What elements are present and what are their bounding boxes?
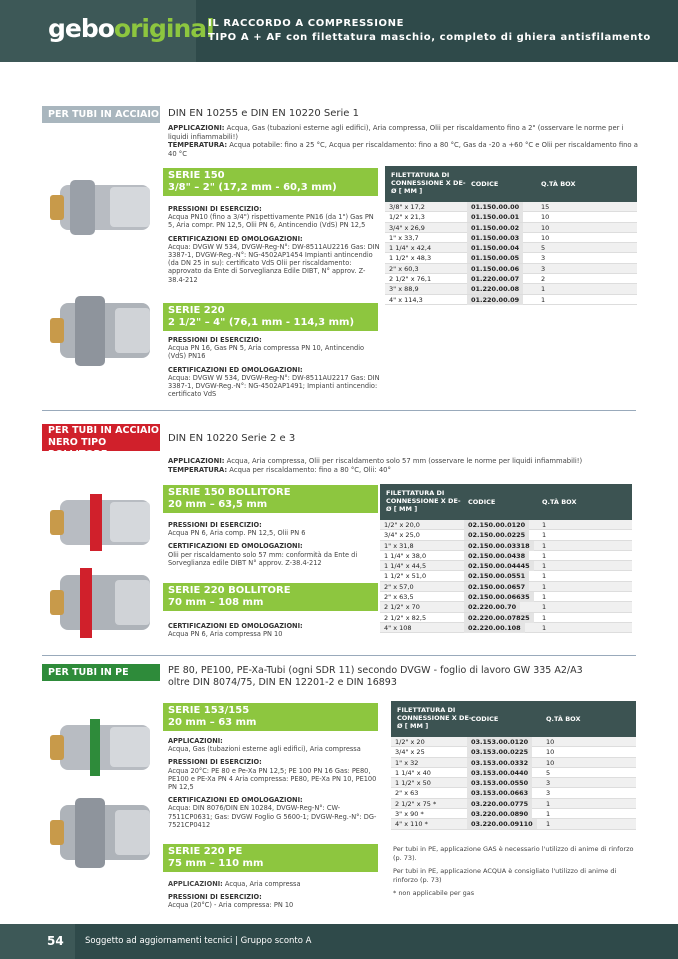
serie-name: SERIE 153/155 (168, 705, 250, 716)
table-row (380, 623, 632, 633)
fitting-image-serie220-bollitore (50, 560, 160, 650)
cell-code: 02.220.00.70 (464, 602, 520, 612)
cell-code: 01.150.00.03 (467, 233, 523, 243)
cell-qty: 1 (542, 623, 547, 632)
note-water: Per tubi in PE, applicazione ACQUA è consigliato l'utilizzo di anime di rinforzo (p. 73) (393, 867, 617, 884)
table-row (380, 602, 632, 612)
cell-code: 03.153.00.0440 (467, 768, 532, 778)
header-title-line2: TIPO A + AF con filettatura maschio, completo di ghiera antisfilamento (208, 32, 651, 43)
cell-thread: 4" x 114,3 (389, 295, 423, 304)
table-row (380, 561, 632, 571)
fitting-image-serie150-bollitore (50, 480, 160, 570)
section-applications (168, 457, 638, 474)
cell-thread: 1" x 31,8 (384, 541, 414, 550)
cell-qty: 1 (542, 551, 547, 560)
cell-thread: 1" x 33,7 (389, 233, 419, 242)
serie-name: SERIE 220 PE (168, 846, 243, 857)
apps-text: Acqua, Aria compressa (222, 880, 301, 888)
apps-label: APPLICAZIONI: (168, 457, 225, 465)
cell-thread: 3" x 90 * (395, 810, 424, 819)
cell-thread: 3/4" x 25,0 (384, 531, 420, 540)
table-row (391, 768, 636, 778)
cell-thread: 1/2" x 20,0 (384, 521, 420, 529)
cell-code: 01.150.00.04 (467, 243, 523, 253)
table-row (385, 274, 637, 284)
section-title (168, 665, 638, 689)
table-row (380, 613, 632, 623)
cell-code: 03.153.00.0332 (467, 758, 532, 768)
cell-thread: 2 1/2" x 75 * (395, 799, 437, 808)
col-header-thread: FILETTATURA DI CONNESSIONE X DE-Ø [ MM ] (397, 706, 472, 730)
product-table (380, 484, 632, 633)
table-body (385, 202, 637, 305)
apps-text: Acqua, Gas (tubazioni esterne agli edifici), Aria compressa, Olii per riscaldamento fino a 2" (osservare le norme per i liquidi infiammabili!) (168, 124, 624, 141)
pressure-text: Acqua (20°C) - Aria compressa: PN 10 (168, 901, 294, 910)
cell-qty: 10 (546, 738, 555, 746)
cell-qty: 5 (546, 768, 551, 777)
cell-code: 01.150.00.05 (467, 253, 523, 263)
cell-qty: 3 (541, 254, 546, 263)
cell-thread: 1 1/4" x 40 (395, 768, 431, 777)
cert-label: CERTIFICAZIONI ED OMOLOGAZIONI: (168, 365, 303, 374)
table-row (380, 592, 632, 602)
cell-code: 02.220.00.108 (464, 623, 525, 633)
cell-qty: 15 (541, 203, 550, 211)
table-row (385, 223, 637, 233)
footer-text: Soggetto ad aggiornamenti tecnici | Gruppo sconto A (85, 936, 312, 946)
cell-thread: 1 1/2" x 48,3 (389, 254, 432, 263)
cell-qty: 1 (546, 799, 551, 808)
cell-thread: 2 1/2" x 76,1 (389, 275, 432, 284)
col-header-qty: Q.TÀ BOX (541, 180, 576, 188)
table-row (385, 264, 637, 274)
section-divider (42, 410, 636, 411)
gebo-logo (48, 14, 214, 43)
table-row (385, 202, 637, 212)
cell-code: 02.150.00.0120 (464, 520, 529, 530)
serie-details (168, 521, 380, 567)
section-applications (168, 124, 638, 158)
cert-label: CERTIFICAZIONI ED OMOLOGAZIONI: (168, 796, 303, 805)
title-line2: oltre DIN 8074/75, DIN EN 12201-2 e DIN 16893 (168, 677, 397, 688)
cert-text: Olii per riscaldamento solo 57 mm: conformità da Ente di Sorveglianza edile DIBT N° approv. Z-38.4-212 (168, 550, 358, 567)
cell-qty: 1 (542, 582, 547, 591)
cell-thread: 2 1/2" x 82,5 (384, 613, 427, 622)
cell-thread: 1 1/4" x 38,0 (384, 551, 427, 560)
cell-thread: 2 1/2" x 70 (384, 603, 420, 612)
table-header (380, 484, 632, 520)
cell-code: 01.220.00.09 (467, 295, 523, 305)
cell-qty: 1 (542, 572, 547, 581)
cell-code: 03.153.00.0663 (467, 788, 532, 798)
pressure-label: PRESSIONI DI ESERCIZIO: (168, 893, 262, 902)
cert-text: Acqua: DVGW W 534, DVGW-Reg-N°: DW-8511AU2216 Gas: DIN 3387-1, DVGW-Reg.-N°: NG-4502AP1454 Impianti antincendio (da DN 25 in su): certificato VdS Olii per riscaldamento: approvato da Ente di Sorveglianza Edile DIBT, N° approv. Z-38.4-212 (168, 242, 380, 284)
cell-thread: 2" x 60,3 (389, 264, 419, 273)
cell-code: 02.150.00.0438 (464, 551, 529, 561)
cell-thread: 4" x 108 (384, 623, 412, 632)
table-row (391, 809, 636, 819)
cell-thread: 1 1/4" x 42,4 (389, 244, 432, 253)
temp-text: Acqua per riscaldamento: fino a 80 °C, Olii: 40° (227, 465, 391, 474)
cell-qty: 1 (542, 521, 547, 529)
col-header-code: CODICE (468, 498, 496, 506)
serie-bar (163, 583, 378, 611)
cell-qty: 1 (542, 613, 547, 622)
page-number: 54 (0, 924, 75, 959)
cell-thread: 3/8" x 17,2 (389, 203, 425, 211)
cell-qty: 10 (541, 223, 550, 232)
serie-dims: 75 mm – 110 mm (168, 858, 264, 869)
cell-qty: 3 (541, 264, 546, 273)
cert-text: Acqua: DIN 8076/DIN EN 10284, DVGW-Reg-N°: CW-7511CP0631; Gas: DVGW Foglio G 5600-1; DVGW-Reg.-N°: DG-7521CP0412 (168, 804, 377, 829)
pressure-text: Acqua PN10 (fino a 3/4") rispettivamente PN16 (da 1") Gas PN 5, Aria compr. PN 12,5, Olii PN 6, Antincendio (VdS) PN 12,5 (168, 213, 374, 230)
col-header-qty: Q.TÀ BOX (542, 498, 577, 506)
serie-bar (163, 303, 378, 331)
cell-thread: 4" x 110 * (395, 820, 428, 829)
cert-label: CERTIFICAZIONI ED OMOLOGAZIONI: (168, 542, 303, 551)
cell-qty: 1 (542, 603, 547, 612)
pressure-text: Acqua PN 16, Gas PN 5, Aria compressa PN 10, Antincendio (VdS) PN16 (168, 344, 365, 361)
pressure-label: PRESSIONI DI ESERCIZIO: (168, 336, 262, 344)
cell-thread: 1/2" x 21,3 (389, 213, 425, 222)
cell-code: 02.150.00.06635 (464, 592, 534, 602)
table-row (391, 788, 636, 798)
title-line1: PE 80, PE100, PE-Xa-Tubi (ogni SDR 11) secondo DVGW - foglio di lavoro GW 335 A2/A3 (168, 665, 583, 676)
apps-label: APPLICAZIONI: (168, 737, 223, 745)
cell-qty: 1 (542, 562, 547, 571)
cell-qty: 1 (546, 820, 551, 829)
cell-thread: 2" x 57,0 (384, 582, 414, 591)
col-header-code: CODICE (471, 715, 499, 723)
cell-thread: 3" x 88,9 (389, 285, 419, 294)
serie-bar (163, 485, 378, 513)
cell-thread: 2" x 63 (395, 789, 419, 798)
note-gas: Per tubi in PE, applicazione GAS è necessario l'utilizzo di anime di rinforzo (p. 73). (393, 845, 634, 862)
serie-name: SERIE 150 BOLLITORE (168, 487, 291, 498)
col-header-qty: Q.TÀ BOX (546, 715, 581, 723)
cell-code: 02.150.00.0657 (464, 582, 529, 592)
cell-qty: 3 (546, 779, 551, 788)
note-asterisk: * non applicabile per gas (393, 889, 475, 897)
cell-qty: 1 (542, 531, 547, 540)
logo-gebo-text: gebo (48, 14, 114, 43)
temp-label: TEMPERATURA: (168, 465, 228, 474)
cell-qty: 1 (541, 295, 546, 304)
table-row (385, 243, 637, 253)
pressure-text: Acqua 20°C: PE 80 e Pe-Xa PN 12,5; PE 100 PN 16 Gas: PE80, PE100 e PE-Xa PN 4 Aria compressa: PE80, PE-Xa PN 10, PE100 PN 12,5 (168, 766, 377, 792)
col-header-thread: FILETTATURA DI CONNESSIONE X DE-Ø [ MM ] (386, 489, 461, 513)
cell-code: 02.150.00.04445 (464, 561, 534, 571)
table-row (391, 737, 636, 747)
cell-qty: 3 (546, 789, 551, 798)
col-header-thread: FILETTATURA DI CONNESSIONE X DE-Ø [ MM ] (391, 171, 466, 195)
cell-qty: 1 (542, 593, 547, 602)
cell-code: 01.220.00.07 (467, 274, 523, 284)
table-row (380, 571, 632, 581)
cell-qty: 10 (546, 748, 555, 757)
cell-qty: 10 (541, 213, 550, 222)
cell-code: 01.150.00.01 (467, 212, 523, 222)
table-notes (393, 845, 638, 898)
cell-qty: 1 (542, 541, 547, 550)
apps-text: Acqua, Gas (tubazioni esterne agli edifici), Aria compressa (168, 745, 361, 754)
cell-qty: 1 (541, 285, 546, 294)
cert-label: CERTIFICAZIONI ED OMOLOGAZIONI: (168, 234, 303, 243)
cert-label: CERTIFICAZIONI ED OMOLOGAZIONI: (168, 622, 303, 630)
cell-code: 03.220.00.09110 (467, 819, 537, 829)
apps-label: APPLICAZIONI: (168, 880, 223, 888)
serie-details (168, 622, 380, 638)
serie-details (168, 336, 380, 398)
cell-code: 03.153.00.0225 (467, 747, 532, 757)
table-row (391, 819, 636, 829)
apps-text: Acqua, Aria compressa, Olii per riscaldamento solo 57 mm (osservare le norme per liquidi infiammabili!) (224, 457, 583, 465)
cell-thread: 2" x 63,5 (384, 593, 414, 602)
col-header-code: CODICE (471, 180, 499, 188)
table-row (391, 758, 636, 768)
header-title-line1: IL RACCORDO A COMPRESSIONE (208, 18, 405, 29)
temp-label: TEMPERATURA: (168, 141, 228, 149)
cell-code: 01.150.00.06 (467, 264, 523, 274)
table-body (380, 520, 632, 633)
serie-details (168, 880, 380, 910)
cell-code: 02.150.00.0225 (464, 530, 529, 540)
cell-thread: 3/4" x 26,9 (389, 223, 425, 232)
serie-name: SERIE 150 (168, 170, 225, 181)
logo-original-text: original (113, 14, 214, 43)
cell-code: 03.153.00.0120 (467, 737, 532, 747)
serie-bar (163, 168, 378, 196)
apps-label: APPLICAZIONI: (168, 124, 225, 132)
cell-thread: 3/4" x 25 (395, 748, 425, 757)
pressure-label: PRESSIONI DI ESERCIZIO: (168, 758, 262, 767)
table-row (391, 778, 636, 788)
pressure-label: PRESSIONI DI ESERCIZIO: (168, 205, 262, 213)
cell-thread: 1 1/2" x 51,0 (384, 572, 427, 581)
table-row (385, 233, 637, 243)
pressure-label: PRESSIONI DI ESERCIZIO: (168, 521, 262, 529)
cell-code: 03.220.00.0775 (467, 799, 532, 809)
cert-text: Acqua PN 6, Aria compressa PN 10 (168, 630, 283, 639)
serie-dims: 2 1/2" – 4" (76,1 mm - 114,3 mm) (168, 317, 355, 328)
cell-code: 02.150.00.0551 (464, 571, 529, 581)
fitting-image-serie220 (50, 288, 160, 378)
table-body (391, 737, 636, 830)
table-row (380, 551, 632, 561)
serie-bar (163, 844, 378, 872)
section-divider (42, 655, 636, 656)
tag-line2: NERO TIPO BOLLITORE (48, 437, 108, 460)
product-table (391, 701, 636, 830)
cell-qty: 1 (546, 810, 551, 819)
serie-dims: 70 mm – 108 mm (168, 597, 264, 608)
table-row (385, 253, 637, 263)
section-tag-pe: PER TUBI IN PE (42, 664, 160, 681)
table-row (391, 747, 636, 757)
cell-code: 01.150.00.02 (467, 223, 523, 233)
cell-thread: 1" x 32 (395, 758, 419, 767)
table-row (380, 541, 632, 551)
table-row (380, 582, 632, 592)
cell-thread: 1 1/2" x 50 (395, 779, 431, 788)
pressure-text: Acqua PN 6, Aria comp. PN 12,5, Olii PN 6 (168, 529, 306, 538)
table-row (380, 530, 632, 540)
serie-dims: 3/8" – 2" (17,2 mm - 60,3 mm) (168, 182, 337, 193)
cell-code: 02.150.00.03318 (464, 541, 534, 551)
fitting-image-serie153 (50, 705, 160, 795)
table-row (385, 284, 637, 294)
cell-code: 02.220.00.07825 (464, 613, 534, 623)
temp-text: Acqua potabile: fino a 25 °C, Acqua per riscaldamento: fino a 80 °C, Gas da -20 a +60 °C e Olii per riscaldamento fino a 40 °C (168, 141, 638, 158)
cell-code: 03.220.00.0890 (467, 809, 532, 819)
cell-qty: 5 (541, 244, 546, 253)
serie-name: SERIE 220 BOLLITORE (168, 585, 291, 596)
cell-qty: 2 (541, 275, 546, 284)
fitting-image-serie150 (50, 165, 160, 255)
product-table (385, 166, 637, 305)
serie-bar (163, 703, 378, 731)
section-title: DIN EN 10220 Serie 2 e 3 (168, 433, 296, 444)
table-row (385, 295, 637, 305)
serie-name: SERIE 220 (168, 305, 225, 316)
cell-thread: 1 1/4" x 44,5 (384, 562, 427, 571)
serie-dims: 20 mm – 63,5 mm (168, 499, 268, 510)
table-header (391, 701, 636, 737)
cell-thread: 1/2" x 20 (395, 738, 425, 746)
table-row (380, 520, 632, 530)
cell-code: 01.150.00.00 (467, 202, 523, 212)
cell-code: 01.220.00.08 (467, 284, 523, 294)
fitting-image-serie220pe (50, 790, 160, 880)
serie-details (168, 205, 380, 284)
tag-line1: PER TUBI IN ACCIAIO (48, 425, 159, 436)
section-title: DIN EN 10255 e DIN EN 10220 Serie 1 (168, 108, 359, 119)
cell-qty: 10 (541, 233, 550, 242)
serie-dims: 20 mm – 63 mm (168, 717, 257, 728)
table-row (385, 212, 637, 222)
cell-code: 03.153.00.0550 (467, 778, 532, 788)
cell-qty: 10 (546, 758, 555, 767)
table-row (391, 799, 636, 809)
cert-text: Acqua: DVGW W 534, DVGW-Reg-N°: DW-8511AU2217 Gas: DIN 3387-1, DVGW-Reg.-N°: NG-4502AP1491; Impianti antincendio: certificato VdS (168, 373, 380, 399)
section-tag-black-steel (42, 424, 160, 460)
table-header (385, 166, 637, 202)
serie-details (168, 737, 380, 829)
section-tag-steel: PER TUBI IN ACCIAIO (42, 106, 160, 123)
header-title (208, 17, 651, 45)
